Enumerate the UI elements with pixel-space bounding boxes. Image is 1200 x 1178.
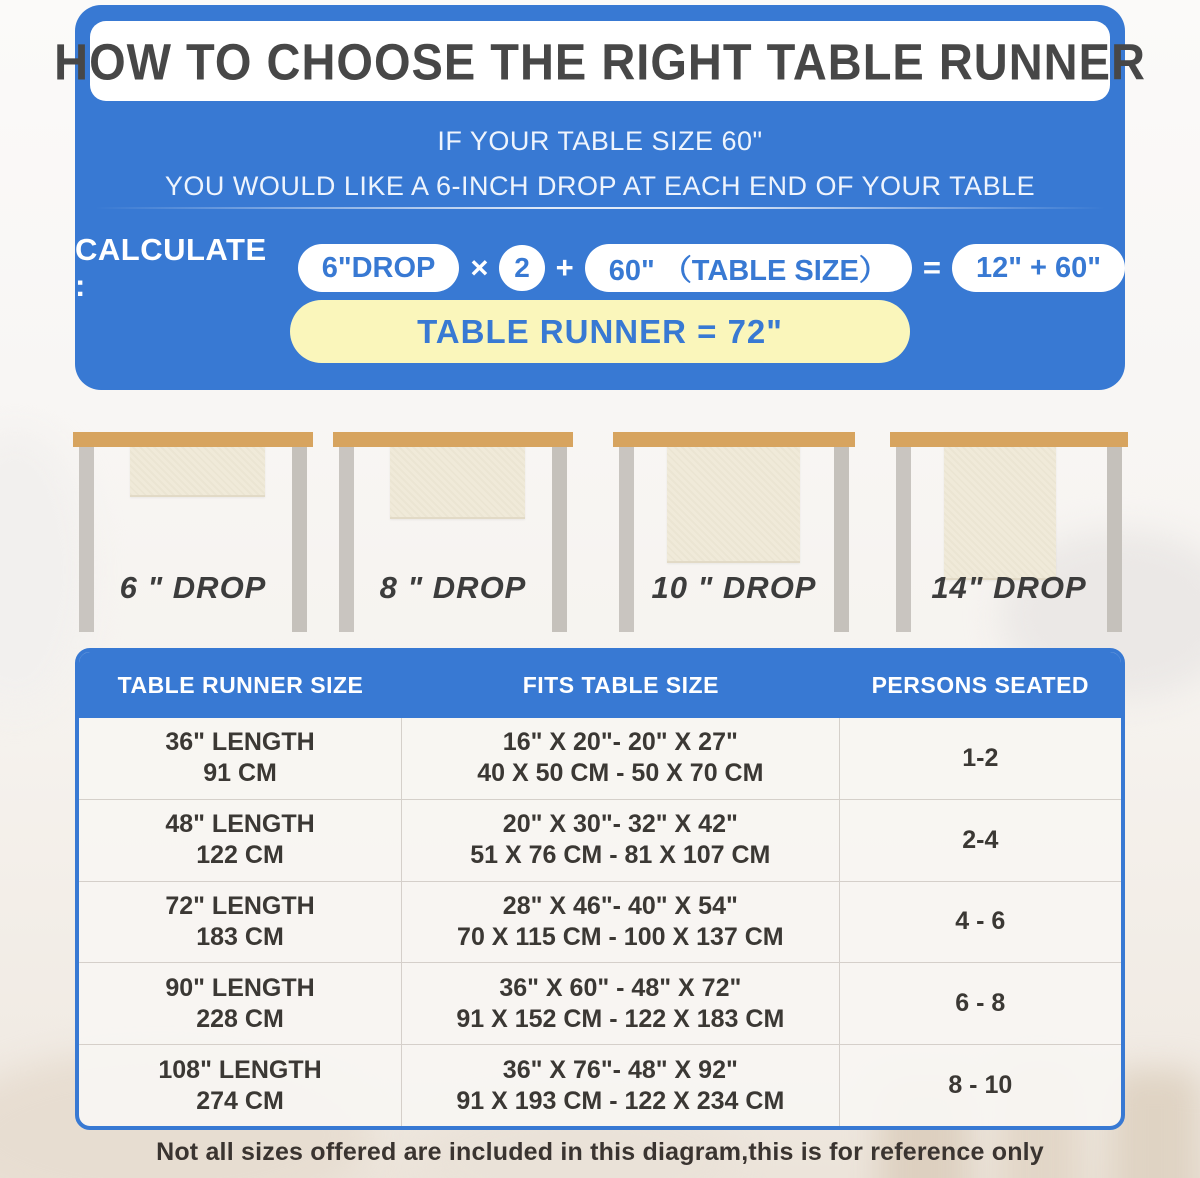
fits-size-inches: 36" X 60" - 48" X 72" (499, 973, 742, 1002)
multiplier-circle: 2 (499, 245, 544, 291)
table-row (79, 962, 1121, 1044)
calculation-formula (75, 232, 1125, 303)
tabletop (333, 432, 573, 447)
runner-size-cell (79, 1045, 402, 1126)
drop-label: 6 " DROP (119, 570, 267, 605)
drop-figure-10-inch (613, 432, 855, 637)
fits-size-cm: 70 X 115 CM - 100 X 137 CM (457, 922, 784, 951)
drop-figure-14-inch (890, 432, 1128, 637)
fits-size-cm: 91 X 152 CM - 122 X 183 CM (456, 1004, 785, 1033)
persons-cell: 6 - 8 (955, 989, 1006, 1018)
fits-size-cell (402, 718, 840, 799)
fits-size-inches: 20" X 30"- 32" X 42" (502, 810, 738, 839)
runner-size-inches: 48" LENGTH (165, 810, 315, 839)
divider-line (95, 207, 1105, 209)
fits-size-cell (402, 963, 840, 1044)
tabletop (890, 432, 1128, 447)
fits-size-cm: 91 X 193 CM - 122 X 234 CM (456, 1086, 785, 1115)
fits-size-inches: 16" X 20"- 20" X 27" (502, 728, 738, 757)
equals-symbol: = (922, 250, 941, 285)
table-row (79, 1044, 1121, 1126)
runner-size-cm: 91 CM (203, 759, 277, 788)
fits-size-inches: 36" X 76"- 48" X 92" (502, 1055, 738, 1084)
runner-size-cell (79, 882, 402, 963)
runner-size-inches: 108" LENGTH (158, 1055, 322, 1084)
runner-size-inches: 90" LENGTH (165, 973, 315, 1002)
title-banner (54, 21, 1146, 101)
times-symbol: × (470, 250, 489, 285)
fits-size-cell (402, 1045, 840, 1126)
page-title: HOW TO CHOOSE THE RIGHT TABLE RUNNER (54, 32, 1146, 90)
runner-size-cm: 122 CM (196, 841, 284, 870)
sum-pill: 12" + 60" (952, 244, 1125, 292)
size-reference-table (75, 648, 1125, 1130)
runner-size-cell (79, 963, 402, 1044)
drop-figure-6-inch (73, 432, 313, 637)
runner-size-cm: 274 CM (196, 1086, 284, 1115)
column-header-runner-size: TABLE RUNNER SIZE (117, 671, 364, 698)
table-header-row (79, 652, 1121, 718)
column-header-fits-size: FITS TABLE SIZE (522, 671, 719, 698)
table-runner-illustration (944, 432, 1056, 580)
runner-size-inches: 72" LENGTH (165, 891, 315, 920)
subtitle-line-1: IF YOUR TABLE SIZE 60" (437, 126, 763, 156)
runner-size-inches: 36" LENGTH (165, 728, 315, 757)
drop-value-pill: 6"DROP (298, 244, 460, 292)
runner-size-cm: 228 CM (196, 1004, 284, 1033)
fits-size-cm: 40 X 50 CM - 50 X 70 CM (477, 759, 764, 788)
tabletop (73, 432, 313, 447)
table-runner-illustration (667, 432, 800, 563)
fits-size-cell (402, 882, 840, 963)
plus-symbol: + (555, 250, 574, 285)
persons-cell: 2-4 (962, 825, 999, 854)
subtitle (75, 119, 1125, 209)
instruction-panel (54, 5, 1146, 390)
table-size-pill: 60" （TABLE SIZE） (585, 244, 912, 292)
persons-cell: 8 - 10 (948, 1071, 1013, 1100)
drop-label: 14" DROP (931, 570, 1087, 605)
tabletop (613, 432, 855, 447)
drop-label: 8 " DROP (379, 570, 527, 605)
result-pill: TABLE RUNNER = 72" (290, 300, 910, 363)
disclaimer-note: Not all sizes offered are included in this diagram,this is for reference only (156, 1138, 1044, 1166)
drop-figure-8-inch (333, 432, 573, 637)
persons-cell: 4 - 6 (955, 907, 1006, 936)
fits-size-inches: 28" X 46"- 40" X 54" (502, 891, 738, 920)
subtitle-line-2: YOU WOULD LIKE A 6-INCH DROP AT EACH END OF YOUR TABLE (164, 171, 1036, 201)
calculate-label: CALCULATE : (75, 232, 267, 303)
table-row (79, 718, 1121, 799)
drop-label: 10 " DROP (651, 570, 817, 605)
runner-size-cell (79, 800, 402, 881)
runner-size-cell (79, 718, 402, 799)
runner-size-cm: 183 CM (196, 922, 284, 951)
table-body (79, 718, 1121, 1126)
table-row (79, 881, 1121, 963)
fits-size-cm: 51 X 76 CM - 81 X 107 CM (470, 841, 771, 870)
column-header-persons: PERSONS SEATED (871, 671, 1090, 698)
persons-cell: 1-2 (962, 743, 999, 772)
table-row (79, 799, 1121, 881)
fits-size-cell (402, 800, 840, 881)
